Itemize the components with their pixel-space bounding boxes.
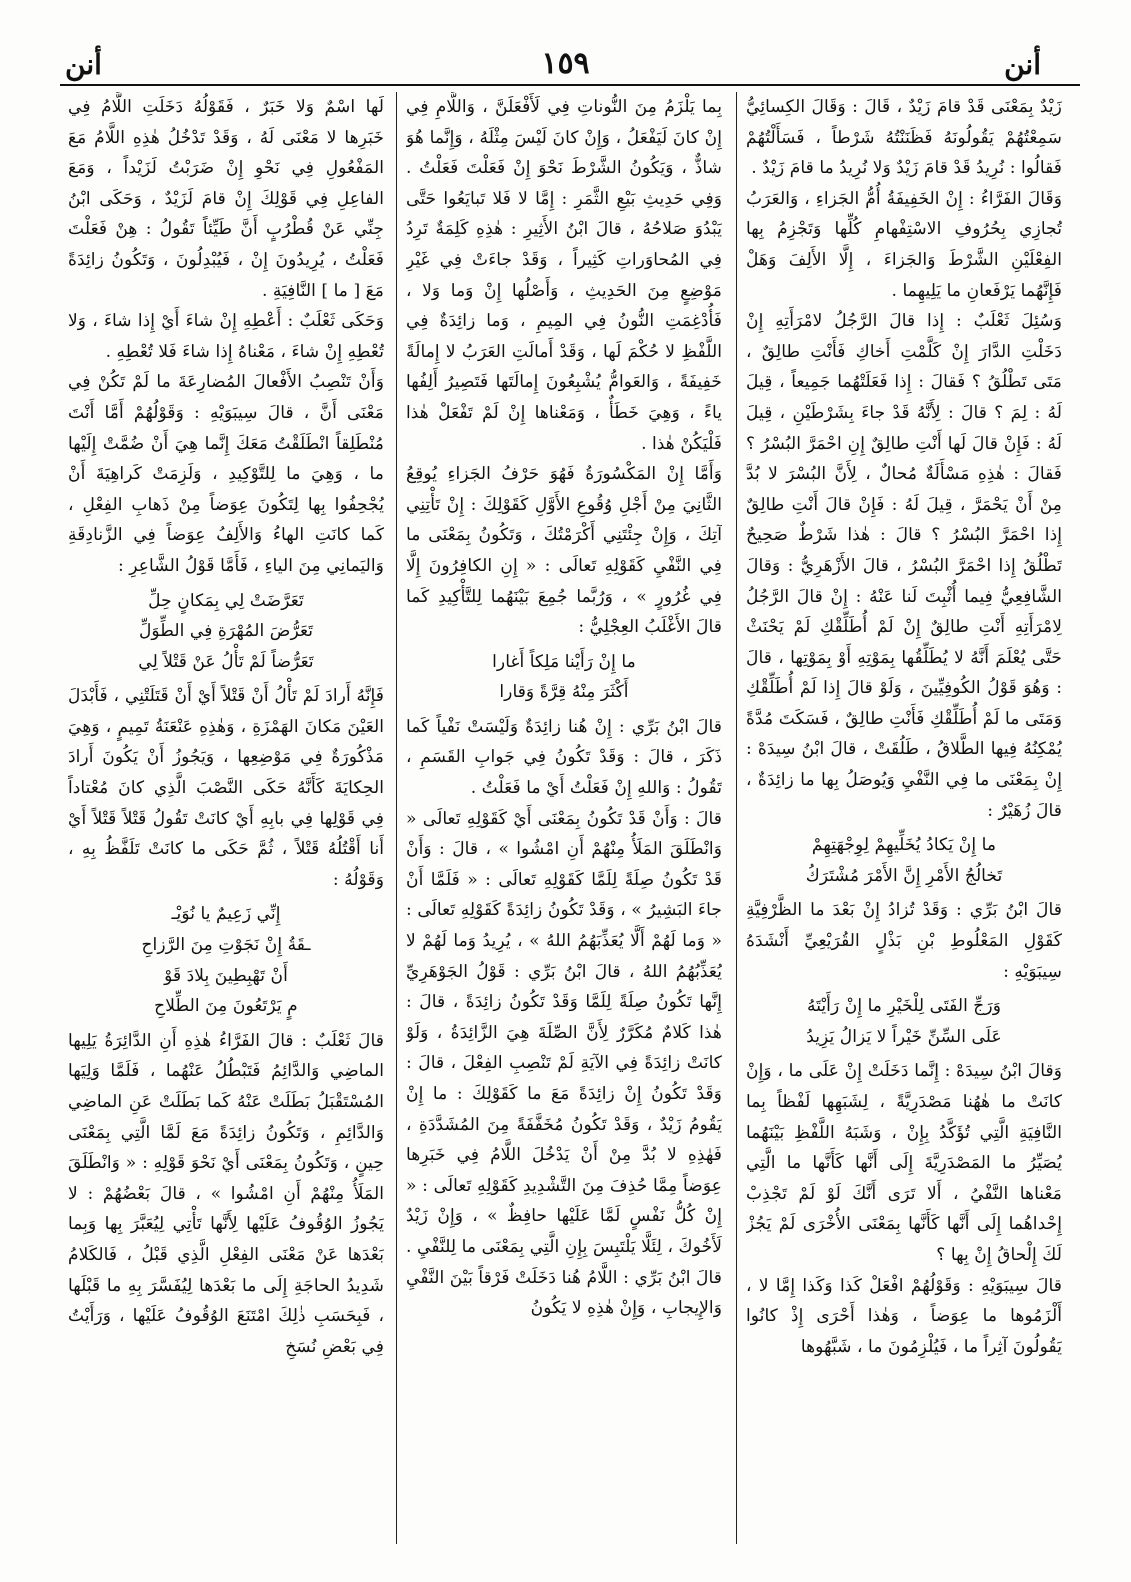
paragraph: قالَ : وَأَنْ قَدْ تَكُونُ بِمَعْنَى أَيْ كَقَوْلِهِ تَعالَى « وَانْطَلَقَ المَلَأُ مِنْهُمْ أَنِ امْشُوا » ، قالَ : وَأَنْ قَدْ تَكُونُ صِلَةً لِلَمَّا كَقَوْلِهِ تَعالَى : « فَلَمَّا أَنْ جاءَ البَشِيرُ » ، وَقَدْ تَكُونُ زائِدَةً كَقَوْلِهِ تَعالَى : « وَما لَهُمْ أَلَّا يُعَذِّبَهُمُ اللهُ » ، يُرِيدُ وَما لَهُمْ لا يُعَذِّبُهُمُ اللهُ ، قالَ ابْنُ بَرِّي : قَوْلُ الجَوْهَرِيِّ إِنَّها تَكُونُ صِلَةً لِلَمَّا وَقَدْ تَكُونُ زائِدَةً ، قالَ : هٰذا كَلامٌ مُكَرَّرٌ لِأَنَّ الصِّلَةَ هِيَ الزَّائِدَةُ ، وَلَوْ كانَتْ زائِدَةً فِي الآيَةِ لَمْ تَنْصِبِ الفِعْلَ ، قالَ : وَقَدْ تَكُونُ إِنْ زائِدَةً مَعَ ما كَقَوْلِكَ : ما إِنْ يَقُومُ زَيْدٌ ، وَقَدْ تَكُونُ مُخَفَّفَةً مِنَ المُشَدَّدَةِ ، فَهٰذِهِ لا بُدَّ مِنْ أَنْ يَدْخُلَ اللَّامُ فِي خَبَرِها عِوَضاً مِمَّا حُذِفَ مِنَ التَّشْدِيدِ كَقَوْلِهِ تَعالَى : « إِنْ كُلُّ نَفْسٍ لَمَّا عَلَيْها حافِظٌ » ، وَإِنْ زَيْدٌ لَأَخُوكَ ، لِئَلَّا يَلْتَبِسَ بِإِنِ الَّتِي بِمَعْنَى ما لِلنَّفْيِ . قالَ ابْنُ بَرِّي : اللَّامُ هُنا دَخَلَتْ فَرْقاً بَيْنَ النَّفْيِ وَالإِيجابِ ، وَإِنْ هٰذِهِ لا يَكُونُ [406,808,722,1319]
paragraph: وَقالَ ابْنُ سِيدَهْ : إِنَّما دَخَلَتْ إِنْ عَلَى ما ، وَإِنْ كانَتْ ما هٰهُنا مَصْدَرِيَّةً ، لِشَبَهِها لَفْظاً بِما النَّافِيَةِ الَّتِي تُؤَكَّدُ بِإِنْ ، وَشَبَهُ اللَّفْظِ بَيْنَهُما يُصَيِّرُ ما المَصْدَرِيَّةَ إِلَى أَنَّها كَأَنَّها ما الَّتِي مَعْناها النَّفْيُ ، أَلا تَرَى أَنَّكَ لَوْ لَمْ تَجْذِبْ إِحْداهُما إِلَى أَنَّها كَأَنَّها بِمَعْنَى الأُخْرَى لَمْ يَجُزْ لَكَ إِلْحاقُ إِنْ بِها ؟ [746,1061,1062,1265]
paragraph: زَيْدٌ بِمَعْنَى قَدْ قامَ زَيْدٌ ، قَالَ : وَقَالَ الكِسائِيُّ سَمِعْتُهُمْ يَقُولُونَهُ فَظَنَنْتُهُ شَرْطاً ، فَسَأَلْتُهُمْ فَقالُوا : نُرِيدُ قَدْ قامَ زَيْدٌ وَلا نُرِيدُ ما قامَ زَيْدٌ . [746,97,1062,179]
verse-line: إِنِّي زَعِيمٌ يا نُوَيْـ [171,904,281,925]
page-number: ١٥٩ [541,46,590,81]
headword-right: أنن [1004,48,1041,81]
verse-line: مٍ يَرْتَعُونَ مِنَ الطِّلاحِ [154,996,298,1017]
paragraph: وَأَمَّا إِنْ المَكْسُورَةُ فَهُوَ حَرْفُ الجَزاءِ يُوقِعُ الثَّانِيَ مِنْ أَجْلِ وُقُوعِ الأَوَّلِ كَقَوْلِكَ : إِنْ تَأْتِنِي آتِكَ ، وَإِنْ جِئْتَنِي أَكْرَمْتُكَ ، وَتَكُونُ بِمَعْنَى ما فِي النَّفْيِ كَقَوْلِهِ تَعالَى : « إِنِ الكافِرُونَ إِلَّا فِي غُرُورٍ » ، وَرُبَّما جُمِعَ بَيْنَهُما لِلتَّأْكِيدِ كَما قالَ الأَغْلَبُ العِجْلِيُّ : [406,464,722,638]
paragraph: قالَ سِيبَوَيْهِ : وَقَوْلُهُمْ افْعَلْ كَذا وَكَذا إِمَّا لا ، أَلْزَمُوها ما عِوَضاً ، وَهٰذا أَحْرَى إِذْ كانُوا يَقُولُونَ آثِراً ما ، فَيُلْزِمُونَ ما ، شَبَّهُوها [746,1275,1062,1357]
paragraph: وَأَنْ تَنْصِبُ الأَفْعالَ المُضارِعَةَ ما لَمْ تَكُنْ فِي مَعْنَى أَنَّ ، قالَ سِيبَوَيْهِ : وَقَوْلُهُمْ أَمَّا أَنْتَ مُنْطَلِقاً انْطَلَقْتُ مَعَكَ إِنَّما هِيَ أَنْ ضُمَّتْ إِلَيْها ما ، وَهِيَ ما لِلتَّوْكِيدِ ، وَلَزِمَتْ كَراهِيَةَ أَنْ يُجْحِفُوا بِها لِتَكُونَ عِوَضاً مِنْ ذَهابِ الفِعْلِ ، كَما كانَتِ الهاءُ وَالأَلِفُ عِوَضاً فِي الزَّنادِقَةِ وَاليَمانِي مِنَ الياءِ ، فَأَمَّا قَوْلُ الشَّاعِرِ : [68,372,384,576]
paragraph: وَحَكَى ثَعْلَبٌ : أَعْطِهِ إِنْ شاءَ أَيْ إِذا شاءَ ، وَلا تُعْطِهِ إِنْ شاءَ ، مَعْناهُ إِذا شاءَ فَلا تُعْطِهِ . [68,311,384,362]
verse-line: تَعَرُّضَ المُهْرَةِ فِي الطِّوَلِّ [138,621,314,642]
poem-verse [746,830,1062,891]
poem-verse [746,991,1062,1052]
poem-verse [68,586,384,678]
verse-line: وَرَجِّ الفَتَى لِلْخَيْرِ ما إِنْ رَأَيْتَهُ [806,996,1002,1017]
verse-line: ما إِنْ يَكادُ يُخَلِّيهِمْ لِوِجْهَتِهِمْ [811,835,997,856]
paragraph: قالَ ابْنُ بَرِّي : إِنْ هُنا زائِدَةٌ وَلَيْسَتْ نَفْياً كَما ذَكَرَ ، قالَ : وَقَدْ تَكُونُ فِي جَوابِ القَسَمِ ، تَقُولُ : وَاللهِ إِنْ فَعَلْتُ أَيْ ما فَعَلْتُ . [406,716,722,799]
paragraph: وَقَالَ الفَرَّاءُ : إِنْ الخَفِيفَةُ أُمُّ الجَزاءِ ، وَالعَرَبُ تُجازِي بِحُرُوفِ الاسْتِفْهامِ كُلِّها وَتَجْزِمُ بِها الفِعْلَيْنِ الشَّرْطَ وَالجَزاءَ ، إِلَّا الأَلِفَ وَهَلْ فَإِنَّهُما يَرْفَعانِ ما يَلِيهِما . [746,188,1062,301]
verse-line: تَعَرَّضَتْ لِي بِمَكانٍ حِلِّ [148,590,304,611]
paragraph: قالَ ثَعْلَبٌ : قالَ الفَرَّاءُ هٰذِهِ أَنِ الدَّائِرَةُ يَلِيها الماضِي وَالدَّائِمُ فَتَبْطُلُ عَنْهُما ، فَلَمَّا وَلِيَها المُسْتَقْبَلُ بَطَلَتْ عَنْهُ كَما بَطَلَتْ عَنِ الماضِي وَالدَّائِمِ ، وَتَكُونُ زائِدَةً مَعَ لَمَّا الَّتِي بِمَعْنَى حِينٍ ، وَتَكُونُ بِمَعْنَى أَيْ نَحْوَ قَوْلِهِ : « وَانْطَلَقَ المَلَأُ مِنْهُمْ أَنِ امْشُوا » ، قالَ بَعْضُهُمْ : لا يَجُوزُ الوُقُوفُ عَلَيْها لِأَنَّها تَأْتِي لِيُعَبَّرَ بِها وَبِما بَعْدَها عَنْ مَعْنَى الفِعْلِ الَّذِي قَبْلُ ، فَالكَلامُ شَدِيدُ الحاجَةِ إِلَى ما بَعْدَها لِيُفَسَّرَ بِهِ ما قَبْلَها ، فَبِحَسَبِ ذٰلِكَ امْتَنَعَ الوُقُوفُ عَلَيْها ، وَرَأَيْتُ فِي بَعْضِ نُسَخِ [68,1030,384,1357]
text-column-left [68,92,384,1544]
header-rule [60,84,1080,86]
verse-line: أَكْثَرَ مِنْهُ قِرَّةً وَقارا [499,682,629,703]
paragraph: لَها اسْمٌ وَلا خَبَرٌ ، فَقَوْلُهُ دَخَلَتِ اللَّامُ فِي خَبَرِها لا مَعْنَى لَهُ ، وَقَدْ تَدْخُلُ هٰذِهِ اللَّامُ مَعَ المَفْعُولِ فِي نَحْوِ إِنْ ضَرَبْتُ لَزَيْداً ، وَمَعَ الفاعِلِ فِي قَوْلِكَ إِنْ قامَ لَزَيْدٌ ، وَحَكَى ابْنُ جِنِّي عَنْ قُطْرُبٍ أَنَّ طَيِّئاً تَقُولُ : هِنْ فَعَلْتَ فَعَلْتُ ، يُرِيدُونَ إِنْ ، فَيُبْدِلُونَ ، وَتَكُونُ زائِدَةً مَعَ [ ما ] النَّافِيَةِ . [68,97,384,301]
paragraph: فَإِنَّهُ أَرادَ لَمْ تَأْلُ أَنْ قَتْلاً أَيْ أَنْ قَتَلَتْنِي ، فَأَبْدَلَ العَيْنَ مَكانَ الهَمْزَةِ ، وَهٰذِهِ عَنْعَنَةُ تَمِيمٍ ، وَهِيَ مَذْكُورَةٌ فِي مَوْضِعِها ، وَيَجُوزُ أَنْ يَكُونَ أَرادَ الحِكايَةَ كَأَنَّهُ حَكَى النَّصْبَ الَّذِي كانَ مُعْتاداً فِي قَوْلِها فِي بابِهِ أَيْ كانَتْ تَقُولُ قَتْلاً قَتْلاً أَيْ أَنا أَقْتُلُهُ قَتْلاً ، ثُمَّ حَكَى ما كانَتْ تَلَفَّظُ بِهِ ، وَقَوْلُهُ : [68,686,384,890]
paragraph: قالَ ابْنُ بَرِّي : وَقَدْ تُزادُ إِنْ بَعْدَ ما الظَّرْفِيَّةِ كَقَوْلِ المَعْلُوطِ بْنِ بَذْلٍ القُرَيْعِيِّ أَنْشَدَهُ سِيبَوَيْهِ : [746,900,1062,982]
verse-line: أَنْ تَهْبِطِينَ بِلادَ قَوْ [164,965,288,986]
verse-line: تَعَرُّضاً لَمْ تَأْلُ عَنْ قَتْلاً لِي [138,651,314,672]
column-separator [396,92,397,1544]
verse-line: تَخالُجُ الأَمْرِ إِنَّ الأَمْرَ مُشْتَرَكُ [805,865,1003,886]
headword-left: أنن [65,48,102,81]
poem-verse [406,647,722,708]
paragraph: بِما يَلْزَمُ مِنَ النُّوناتِ فِي لَأَفْعَلَنَّ ، وَاللَّامِ فِي إِنْ كانَ لَيَفْعَلُ ، وَإِنْ كانَ لَيْسَ مِثْلَهُ ، وَإِنَّما هُوَ شاذٌّ ، وَيَكُونُ الشَّرْطَ نَحْوَ إِنْ فَعَلْتَ فَعَلْتُ . وَفِي حَدِيثِ بَيْعِ الثَّمَرِ : إِمَّا لا فَلا تَبايَعُوا حَتَّى يَبْدُوَ صَلاحُهُ ، قالَ ابْنُ الأَثِيرِ : هٰذِهِ كَلِمَةٌ تَرِدُ فِي المُحاوَراتِ كَثِيراً ، وَقَدْ جاءَتْ فِي غَيْرِ مَوْضِعٍ مِنَ الحَدِيثِ ، وَأَصْلُها إِنْ وَما وَلا ، فَأُدْغِمَتِ النُّونُ فِي المِيمِ ، وَما زائِدَةٌ فِي اللَّفْظِ لا حُكْمَ لَها ، وَقَدْ أَمالَتِ العَرَبُ لا إِمالَةً خَفِيفَةً ، وَالعَوامُّ يُشْبِعُونَ إِمالَتَها فَتَصِيرُ أَلِفُها ياءً ، وَهِيَ خَطَأٌ ، وَمَعْناها إِنْ لَمْ تَفْعَلْ هٰذا فَلْيَكُنْ هٰذا . [406,97,722,454]
column-separator [736,92,737,1544]
paragraph: وَسُئِلَ ثَعْلَبٌ : إِذا قالَ الرَّجُلُ لامْرَأَتِهِ إِنْ دَخَلْتِ الدَّارَ إِنْ كَلَّمْتِ أَخاكِ فَأَنْتِ طالِقٌ ، مَتَى تَطْلُقُ ؟ فَقالَ : إِذا فَعَلَتْهُما جَمِيعاً ، قِيلَ لَهُ : لِمَ ؟ قالَ : لِأَنَّهُ قَدْ جاءَ بِشَرْطَيْنِ ، قِيلَ لَهُ : فَإِنْ قالَ لَها أَنْتِ طالِقٌ إِنِ احْمَرَّ البُسْرُ ؟ فَقالَ : هٰذِهِ مَسْأَلَةٌ مُحالٌ ، لِأَنَّ البُسْرَ لا بُدَّ مِنْ أَنْ يَحْمَرَّ ، قِيلَ لَهُ : فَإِنْ قالَ أَنْتِ طالِقٌ إِذا احْمَرَّ البُسْرُ ؟ قالَ : هٰذا شَرْطٌ صَحِيحٌ تَطْلُقُ إِذا احْمَرَّ البُسْرُ ، قالَ الأَزْهَرِيُّ : وَقالَ الشَّافِعِيُّ فِيما أُثْبِتَ لَنا عَنْهُ : إِنْ قالَ الرَّجُلُ لِامْرَأَتِهِ أَنْتِ طالِقٌ إِنْ لَمْ أُطَلِّقْكِ لَمْ يَحْنَثْ حَتَّى يُعْلَمَ أَنَّهُ لا يُطَلِّقُها بِمَوْتِهِ أَوْ بِمَوْتِها ، قالَ : وَهُوَ قَوْلُ الكُوفِيِّينَ ، وَلَوْ قالَ إِذا لَمْ أُطَلِّقْكِ وَمَتَى ما لَمْ أُطَلِّقْكِ فَأَنْتِ طالِقٌ ، فَسَكَتَ مُدَّةً يُمْكِنُهُ فِيها الطَّلاقُ ، طَلُقَتْ ، قالَ ابْنُ سِيدَهْ : إِنْ بِمَعْنَى ما فِي النَّفْيِ وَيُوصَلُ بِها ما زائِدَةٌ ، قالَ زُهَيْرٌ : [746,311,1062,821]
poem-verse [68,899,384,1021]
verse-line: عَلَى السِّنِّ خَيْراً لا يَزالُ يَزِيدُ [806,1026,1002,1047]
page-header [0,40,1131,86]
verse-line: ما إِنْ رَأَيْنا مَلِكاً أَغارا [492,651,636,672]
text-column-right [746,92,1062,1544]
verse-line: ـقَةُ إِنْ نَجَوْتِ مِنَ الرَّزاحِ [141,935,311,956]
text-column-middle [406,92,722,1544]
